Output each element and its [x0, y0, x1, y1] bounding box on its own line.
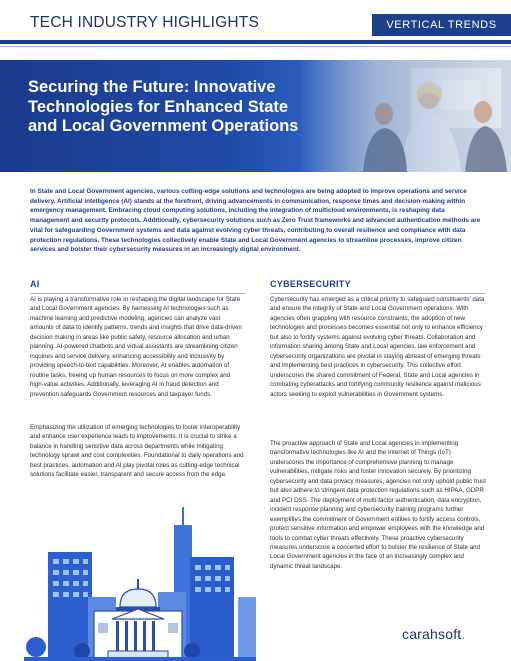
hero-title-line: and Local Government Operations [28, 117, 299, 135]
header-rule [0, 40, 511, 44]
intro-paragraph: In State and Local Government agencies, various cutting-edge solutions and technologies are being adopted to improve operations and service delivery. Artificial intelligence (AI) stands at the forefront, driving advancements in communication, response times and decision-making within emergency management. Embracing cloud computing solutions, including the integration of multicloud environments, is reshaping data management and security protocols. Additionally, cybersecurity solutions such as Zero Trust frameworks and advanced authentication methods are vital for safeguarding Government systems and data against evolving cyber threats, contributing to overall resilience and compliance with data protection regulations. These technologies collectively enable State and Local Government agencies to streamline processes, improve citizen services and bolster their cybersecurity measures in an increasingly digital environment. [30, 188, 481, 254]
cybersecurity-paragraph-2: The proactive approach of State and Local agencies in implementing transformative technologies like AI and the Internet of Things (IoT) underscores the importance of comprehensive planning to manage vulnerabilities, mitigate risks and foster innovation securely. By prioritizing cybersecurity and data privacy measures, agencies not only uphold public trust but also adhere to stringent data protection regulations such as HIPAA, GDPR and PCI DSS. The deployment of multi-factor authentication, data encryption, incident response planning and cybersecurity training programs further exemplifies the commitment of Government entities to fortify access controls, protect sensitive information and empower employees with the knowledge and tools to combat cyber threats effectively. These proactive cybersecurity measures underscore a concerted effort to bolster the resilience of State and Local Government agencies in the face of an increasingly complex and dynamic threat landscape. [270, 440, 486, 570]
logo-text: carahsoft [402, 626, 462, 642]
cybersecurity-section-heading: CYBERSECURITY [270, 279, 485, 294]
ai-paragraph-2: Emphasizing the utilization of emerging technologies to foster interoperability and enhance user experience leads to improvements. It is crucial to strike a balance in handling sensitive data across departments while mitigating technology sprawl and cost complexities. Foundational to daily operations and best practices, automation and AI play pivotal roles as cutting-edge technical solutions facilitate easier, transparent and secure access from the edge. [30, 424, 244, 479]
hero-title-line: Securing the Future: Innovative [28, 78, 276, 96]
cybersecurity-paragraph-1: Cybersecurity has emerged as a critical priority to safeguard constituents' data and ensure the integrity of State and Local Government operations. With agencies often grappling with resource constraints, the adoption of new technologies and processes becomes essential not only to enhance efficiency but also to fortify systems against evolving cyber threats. Collaboration and information sharing among State and Local agencies, law enforcement and cybersecurity organizations are pivotal in staying abreast of emerging threats and implementing best practices in cybersecurity. This collective effort underscores the shared commitment of Federal, State and Local agencies in combating cyberattacks and fortifying community resilience against malicious actors seeking to exploit vulnerabilities in Government systems. [270, 296, 485, 398]
logo-dot: . [461, 626, 466, 642]
ai-section-heading: AI [30, 279, 245, 294]
vertical-trends-tag: VERTICAL TRENDS [372, 14, 511, 36]
hero-title [28, 78, 328, 137]
header-rule-thin [0, 46, 511, 47]
carahsoft-logo [402, 626, 465, 642]
hero-title-line: Technologies for Enhanced State [28, 97, 289, 116]
hero-photo-illustration [301, 60, 511, 172]
publication-title: TECH INDUSTRY HIGHLIGHTS [30, 14, 260, 31]
hero-banner [0, 60, 511, 172]
ai-paragraph-1: AI is playing a transformative role in reshaping the digital landscape for State and Local Government agencies. By harnessing AI technologies such as machine learning and predictive modeling, agencies can analyze vast amounts of data to identify patterns, trends and insights that drive data-driven decision making in areas like public safety, resource allocation and urban planning. AI-powered chatbots and virtual assistants are streamlining citizen inquiries and service delivery, enhancing accessibility and inclusivity by providing speech-to-text capabilities. Moreover, AI enables automation of routine tasks, freeing up human resources to focus on more complex and high-value activities. Additionally, leveraging AI in fraud detection and prevention safeguards Government resources and taxpayer funds. [30, 296, 242, 398]
city-government-illustration [24, 497, 256, 661]
